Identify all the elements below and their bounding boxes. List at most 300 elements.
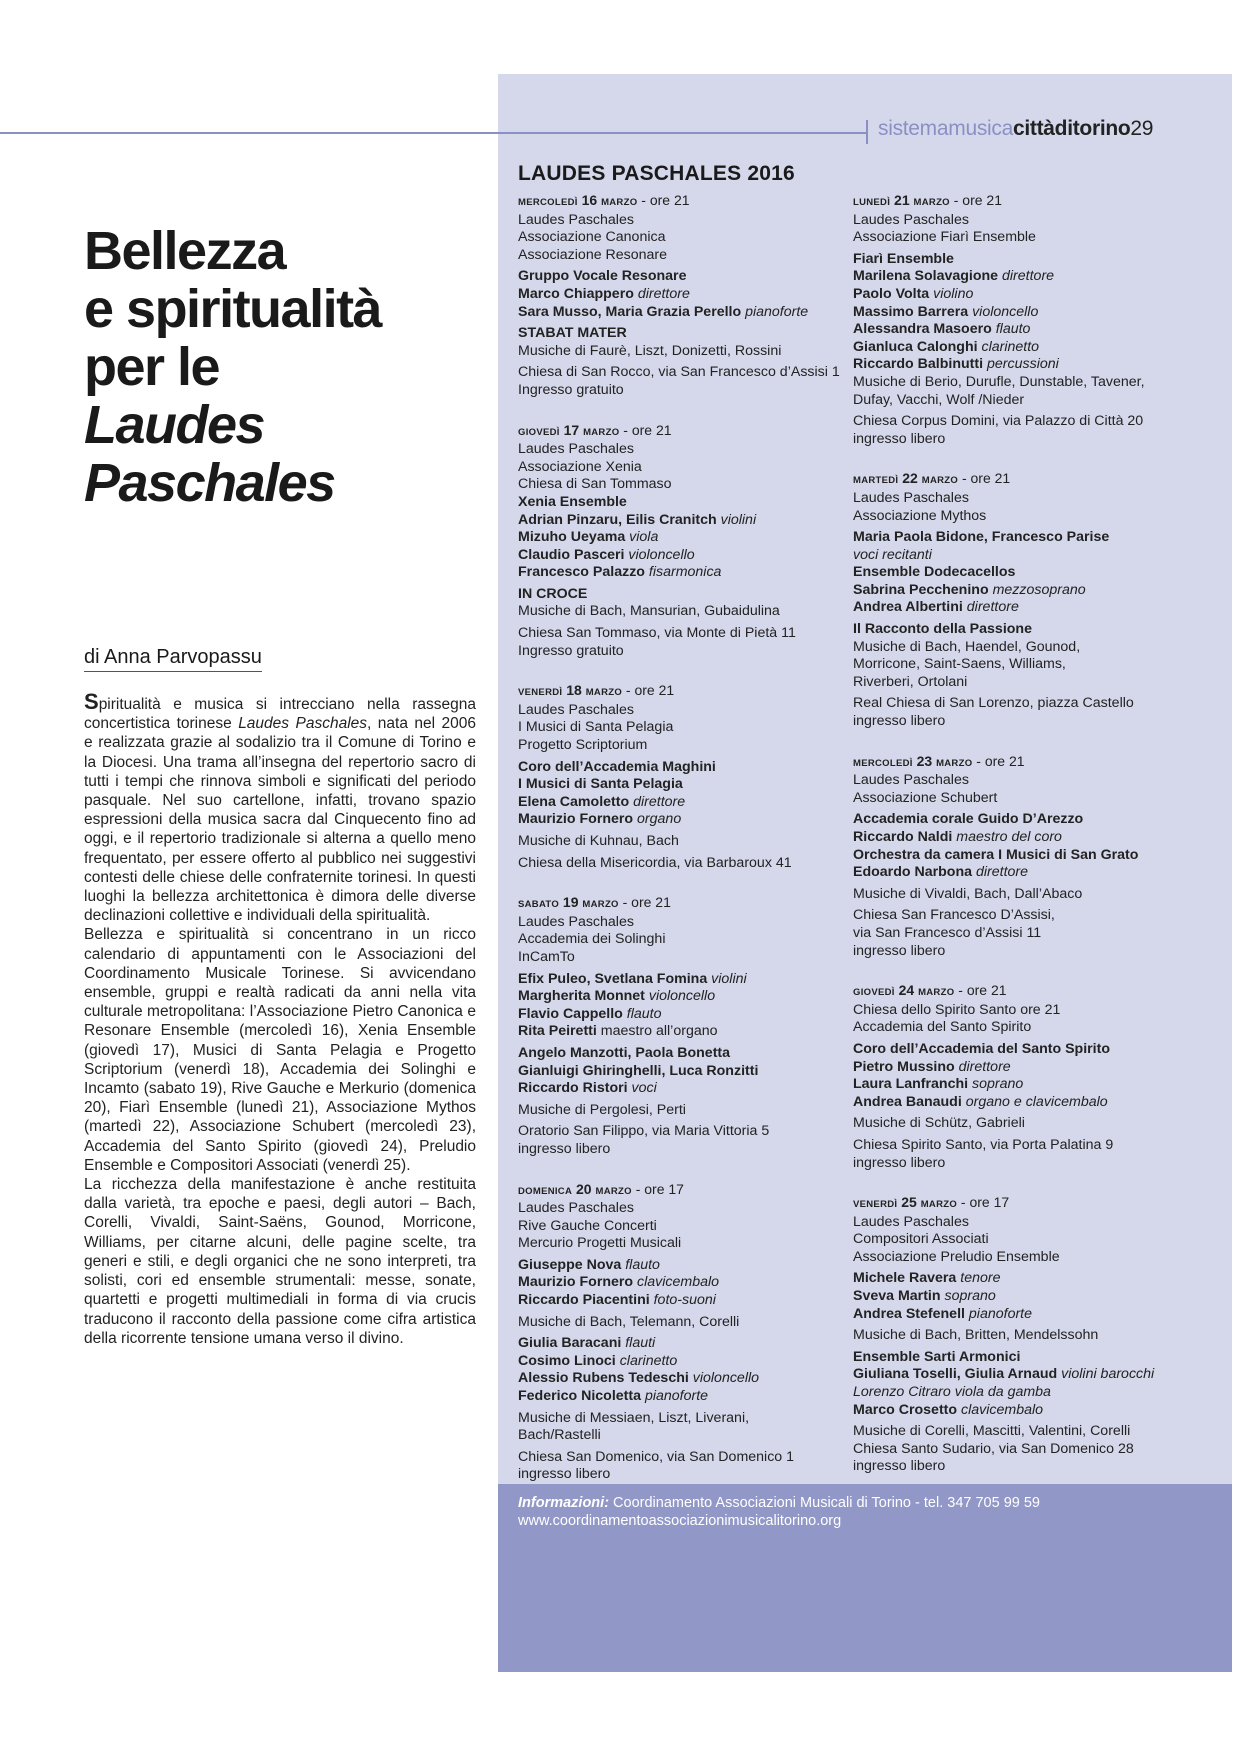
line-text: ingresso libero <box>853 942 946 959</box>
performer-role: violini <box>716 511 757 528</box>
event-line <box>518 1427 848 1445</box>
line-text: Laura Lanfranchi <box>853 1076 969 1093</box>
event-time: - ore 17 <box>957 1194 1010 1211</box>
event-line <box>853 772 1183 790</box>
line-text: Rita Peiretti <box>518 1023 597 1040</box>
event-line <box>518 1314 848 1332</box>
line-text: Giuliana Toselli, Giulia Arnaud <box>853 1366 1058 1383</box>
event-day-number: 19 <box>559 894 583 911</box>
line-text: Adrian Pinzaru, Eilis Cranitch <box>518 511 717 528</box>
line-text: Michele Ravera <box>853 1270 957 1287</box>
line-text: Musiche di Corelli, Mascitti, Valentini, Corelli <box>853 1423 1131 1440</box>
event-line <box>518 855 848 873</box>
line-text: Maria Paola Bidone, Francesco Parise <box>853 529 1110 546</box>
event-line <box>518 1335 848 1353</box>
line-text: Federico Nicoletta <box>518 1388 641 1405</box>
event-line <box>853 1423 1183 1441</box>
line-text: Chiesa San Tommaso, via Monte di Pietà 11 <box>518 625 796 642</box>
line-text: Ingresso gratuito <box>518 381 624 398</box>
line-text: Alessio Rubens Tedeschi <box>518 1370 689 1387</box>
event-line <box>853 1094 1183 1112</box>
performer-role: direttore <box>962 599 1019 616</box>
event-date <box>853 470 1183 490</box>
line-text: Associazione Preludio Ensemble <box>853 1248 1060 1265</box>
performer-role: flauto <box>622 1005 662 1022</box>
line-text: STABAT MATER <box>518 325 627 342</box>
line-text: ingresso libero <box>518 1466 611 1483</box>
performer-role: clavicembalo <box>633 1274 720 1291</box>
event-time: - ore 21 <box>637 192 690 208</box>
line-text: Gianluca Calonghi <box>853 338 978 355</box>
performer-role: foto-suoni <box>649 1292 716 1309</box>
line-text: Mercurio Progetti Musicali <box>518 1235 682 1252</box>
event-time: - ore 21 <box>618 894 671 911</box>
event-line <box>518 564 848 582</box>
line-text: Oratorio San Filippo, via Maria Vittoria 5 <box>518 1123 770 1140</box>
event-line <box>518 833 848 851</box>
event-line <box>518 1200 848 1218</box>
event-line <box>518 1388 848 1406</box>
event-line <box>518 794 848 812</box>
event-date <box>853 753 1183 773</box>
line-text: Paolo Volta <box>853 285 930 302</box>
event-line <box>518 1141 848 1159</box>
event-time: - ore 17 <box>631 1180 684 1197</box>
event-line <box>518 343 848 361</box>
performer-role: violino <box>929 285 974 302</box>
event-line <box>518 1023 848 1041</box>
performer-role: mezzosoprano <box>988 581 1086 598</box>
event-line <box>518 1045 848 1063</box>
line-text: Accademia corale Guido D’Arezzo <box>853 811 1084 828</box>
event-date <box>853 192 1183 212</box>
event-entry <box>518 192 848 400</box>
event-line <box>518 529 848 547</box>
event-line <box>518 759 848 777</box>
event-line <box>853 1041 1183 1059</box>
line-text: Laudes Paschales <box>853 772 969 789</box>
event-line <box>518 1235 848 1253</box>
event-line <box>518 811 848 829</box>
line-text: Chiesa Spirito Santo, via Porta Palatina 9 <box>853 1136 1114 1153</box>
event-line <box>853 1349 1183 1367</box>
performer-role: maestro del coro <box>952 829 1062 845</box>
event-line <box>853 674 1183 692</box>
line-text: Compositori Associati <box>853 1231 989 1248</box>
line-text: Ensemble Dodecacellos <box>853 564 1016 581</box>
event-line <box>518 1218 848 1236</box>
event-line <box>853 286 1183 304</box>
event-entry <box>853 470 1183 730</box>
line-text: Giuseppe Nova <box>518 1256 622 1273</box>
event-month: MARZO <box>595 1185 632 1197</box>
line-text: Ingresso gratuito <box>518 642 624 659</box>
event-line <box>853 1402 1183 1420</box>
line-text: Chiesa San Francesco D’Assisi, <box>853 907 1055 924</box>
schedule-column-right <box>853 192 1183 1498</box>
line-text: Sveva Martin <box>853 1288 941 1305</box>
event-line <box>518 603 848 621</box>
event-line <box>853 1002 1183 1020</box>
event-entry <box>853 753 1183 961</box>
line-text: Associazione Fiarì Ensemble <box>853 229 1036 246</box>
event-line <box>853 864 1183 882</box>
performer-role: direttore <box>633 285 690 302</box>
title-line: Laudes <box>84 395 265 455</box>
line-text: via San Francesco d’Assisi 11 <box>853 924 1042 941</box>
event-date <box>853 1194 1183 1214</box>
event-line <box>518 1006 848 1024</box>
event-line <box>853 1249 1183 1267</box>
performer-role: violini barocchi <box>1057 1366 1155 1383</box>
line-text: Andrea Banaudi <box>853 1093 962 1110</box>
line-text: Andrea Stefenell <box>853 1305 965 1322</box>
running-header <box>878 117 1153 141</box>
event-entry <box>853 982 1183 1172</box>
event-line <box>853 1327 1183 1345</box>
event-line <box>853 321 1183 339</box>
author-byline: di Anna Parvopassu <box>84 646 262 672</box>
line-text: Chiesa di San Rocco, via San Francesco d’Assisi 1 <box>518 364 840 381</box>
event-line <box>853 599 1183 617</box>
event-line <box>518 512 848 530</box>
performer-role: pianoforte <box>641 1388 709 1405</box>
event-month: MARZO <box>921 475 959 487</box>
line-text: Riccardo Balbinutti <box>853 356 984 373</box>
article-body <box>84 689 477 1348</box>
event-line <box>518 1257 848 1275</box>
line-text: Coro dell’Accademia del Santo Spirito <box>853 1040 1111 1057</box>
event-line <box>853 907 1183 925</box>
line-text: Il Racconto della Passione <box>853 621 1032 638</box>
event-line <box>518 212 848 230</box>
event-entry <box>853 192 1183 448</box>
event-month: MARZO <box>918 987 955 999</box>
event-entry <box>518 894 848 1158</box>
event-time: - ore 21 <box>958 470 1011 487</box>
line-text: Chiesa Corpus Domini, via Palazzo di Città 20 <box>853 413 1144 430</box>
line-text: Musiche di Bach, Mansurian, Gubaidulina <box>518 603 780 620</box>
line-text: Sara Musso, Maria Grazia Perello <box>518 303 742 320</box>
line-text: Associazione Xenia <box>518 458 642 475</box>
line-text: Margherita Monnet <box>518 988 645 1005</box>
paragraph <box>84 689 477 925</box>
line-text: Musiche di Pergolesi, Perti <box>518 1101 686 1118</box>
performer-role: violoncello <box>688 1370 760 1387</box>
header-city: cittàditorino <box>1012 117 1131 140</box>
event-line <box>853 356 1183 374</box>
line-text: Maurizio Fornero <box>518 811 634 828</box>
performer-role: flauti <box>621 1335 656 1352</box>
event-time: - ore 21 <box>619 421 672 438</box>
event-line <box>518 625 848 643</box>
line-text: Laudes Paschales <box>853 211 969 228</box>
event-time: - ore 21 <box>949 192 1002 208</box>
event-line <box>518 304 848 322</box>
event-line <box>853 811 1183 829</box>
event-line <box>853 1458 1183 1476</box>
event-line <box>518 268 848 286</box>
line-text: Sabrina Pecchenino <box>853 581 989 598</box>
event-line <box>518 547 848 565</box>
line-text: Riccardo Naldi <box>853 829 953 845</box>
event-line <box>518 737 848 755</box>
line-text: I Musici di Santa Pelagia <box>518 776 683 793</box>
event-month: MARZO <box>920 1199 958 1211</box>
line-text: Associazione Mythos <box>853 507 987 524</box>
event-line <box>518 914 848 932</box>
event-line <box>853 251 1183 269</box>
event-line <box>518 1370 848 1388</box>
performer-role: voci <box>627 1080 657 1097</box>
line-text: Claudio Pasceri <box>518 546 625 563</box>
event-weekday: MERCOLEDÌ <box>518 197 578 208</box>
info-url[interactable]: www.coordinamentoassociazionimusicalitorino.org <box>518 1513 842 1529</box>
event-line <box>853 1137 1183 1155</box>
event-date <box>853 982 1183 1002</box>
performer-role: clarinetto <box>977 338 1040 355</box>
event-line <box>853 886 1183 904</box>
line-text: ingresso libero <box>853 713 946 730</box>
event-line <box>853 392 1183 410</box>
line-text: InCamTo <box>518 948 575 965</box>
line-text: Francesco Palazzo <box>518 564 645 581</box>
event-day-number: 16 <box>577 192 602 208</box>
event-line <box>853 229 1183 247</box>
schedule-title: LAUDES PASCHALES 2016 <box>518 162 795 185</box>
line-text: Accademia dei Solinghi <box>518 931 666 948</box>
line-text: Associazione Canonica <box>518 229 666 246</box>
event-time: - ore 21 <box>622 682 675 699</box>
event-line <box>853 1115 1183 1133</box>
text-run: piritualità e musica si intrecciano nella rassegna concertistica torinese <box>84 696 476 733</box>
event-time: - ore 21 <box>954 982 1007 999</box>
event-time: - ore 21 <box>972 752 1025 769</box>
performer-role: direttore <box>954 1058 1011 1075</box>
event-line <box>853 1366 1183 1384</box>
line-text: Real Chiesa di San Lorenzo, piazza Castello <box>853 695 1134 712</box>
event-weekday: DOMENICA <box>518 1185 573 1197</box>
event-line <box>518 949 848 967</box>
performer-role: direttore <box>629 793 686 810</box>
line-text: Fiarì Ensemble <box>853 250 954 267</box>
line-text: Riverberi, Ortolani <box>853 673 968 690</box>
line-text: Marilena Solavagione <box>853 268 999 285</box>
performer-role: violini <box>707 970 747 987</box>
event-line <box>853 656 1183 674</box>
info-label: Informazioni: <box>518 1495 610 1511</box>
event-day-number: 21 <box>890 192 914 208</box>
event-month: MARZO <box>936 757 973 769</box>
event-date <box>518 682 848 702</box>
event-weekday: GIOVEDÌ <box>518 426 560 438</box>
line-text: Alessandra Masoero <box>853 321 992 338</box>
event-line <box>518 247 848 265</box>
event-month: MARZO <box>601 197 638 208</box>
event-line <box>518 476 848 494</box>
line-text: Flavio Cappello <box>518 1005 623 1022</box>
line-text: Ensemble Sarti Armonici <box>853 1348 1021 1365</box>
event-line <box>853 1214 1183 1232</box>
event-line <box>518 364 848 382</box>
line-text: Chiesa Santo Sudario, via San Domenico 28 <box>853 1440 1134 1457</box>
event-line <box>853 621 1183 639</box>
event-line <box>518 971 848 989</box>
performer-role: pianoforte <box>741 303 809 320</box>
event-weekday: GIOVEDÌ <box>853 987 895 999</box>
line-text: Marco Chiappero <box>518 285 634 302</box>
performer-role: tenore <box>956 1270 1001 1287</box>
performer-role: percussioni <box>983 356 1059 373</box>
line-text: Cosimo Linoci <box>518 1352 616 1369</box>
event-line <box>518 719 848 737</box>
event-line <box>518 1080 848 1098</box>
event-weekday: SABATO <box>518 899 560 911</box>
line-text: Morricone, Saint-Saens, Williams, <box>853 656 1066 673</box>
event-line <box>518 1274 848 1292</box>
performer-role: flauto <box>991 321 1031 338</box>
performer-role: violoncello <box>968 303 1039 320</box>
line-text: Musiche di Berio, Durufle, Dunstable, Tavener, <box>853 373 1145 390</box>
line-text: Musiche di Vivaldi, Bach, Dall’Abaco <box>853 885 1083 902</box>
event-entry <box>518 682 848 872</box>
event-line <box>518 988 848 1006</box>
event-day-number: 18 <box>562 682 586 699</box>
line-text: Bach/Rastelli <box>518 1427 601 1444</box>
event-day-number: 22 <box>898 470 922 487</box>
event-line <box>853 829 1183 847</box>
event-line <box>518 1466 848 1484</box>
event-day-number: 17 <box>559 421 584 438</box>
event-line <box>853 431 1183 449</box>
line-text: Laudes Paschales <box>853 489 969 506</box>
info-block <box>518 1494 1040 1530</box>
performer-role: maestro all’organo <box>596 1023 718 1040</box>
schedule-column-left <box>518 192 848 1506</box>
performer-role: soprano <box>968 1076 1024 1093</box>
line-text: Associazione Schubert <box>853 789 998 806</box>
info-text: Coordinamento Associazioni Musicali di Torino - tel. 347 705 99 59 <box>609 1495 1040 1511</box>
line-text: Laudes Paschales <box>518 701 634 718</box>
performer-role: flauto <box>621 1256 660 1273</box>
line-text: Dufay, Vacchi, Wolf /Nieder <box>853 391 1025 408</box>
article-title <box>84 222 381 512</box>
event-line <box>853 212 1183 230</box>
paragraph: Bellezza e spiritualità si concentrano in un ricco calendario di appuntamenti con le Associazioni del Coordinamento Musicale Torinese. Si avvicendano ensemble, gruppi e realtà radicati da anni nella vita culturale metropolitana: l’Associazione Pietro Canonica e Resonare Ensemble (mercoledì 16), Xenia Ensemble (giovedì 17), Musici di Santa Pelagia e Progetto Scriptorium (venerdì 18), Accademia dei Solinghi e Incamto (sabato 19), Rive Gauche e Merkurio (domenica 20), Fiarì Ensemble (lunedì 21), Associazione Mythos (martedì 22), Associazione Schubert (mercoledì 23), Accademia del Santo Spirito (giovedì 24), Preludio Ensemble e Compositori Associati (venerdì 25). <box>84 926 476 1174</box>
performer-role: violoncello <box>624 546 695 563</box>
event-line <box>518 1063 848 1081</box>
line-text: Progetto Scriptorium <box>518 737 648 754</box>
title-line: Paschales <box>84 453 335 513</box>
performer-role: pianoforte <box>964 1305 1033 1322</box>
event-line <box>518 441 848 459</box>
event-line <box>518 1292 848 1310</box>
line-text: Chiesa di San Tommaso <box>518 476 672 493</box>
line-text: Gruppo Vocale Resonare <box>518 268 687 285</box>
line-text: Chiesa San Domenico, via San Domenico 1 <box>518 1448 795 1465</box>
event-line <box>518 643 848 661</box>
event-line <box>853 1384 1183 1402</box>
event-entry <box>518 422 848 661</box>
event-line <box>853 1155 1183 1173</box>
line-text: Laudes Paschales <box>518 211 634 228</box>
event-line <box>853 413 1183 431</box>
title-line: e spiritualità <box>84 279 382 339</box>
performer-role: clarinetto <box>615 1352 678 1369</box>
event-line <box>853 639 1183 657</box>
line-text: I Musici di Santa Pelagia <box>518 719 674 736</box>
line-text: Gianluigi Ghiringhelli, Luca Ronzitti <box>518 1062 759 1079</box>
header-divider <box>866 120 868 144</box>
event-line <box>853 1288 1183 1306</box>
event-line <box>853 564 1183 582</box>
event-line <box>853 1441 1183 1459</box>
line-text: Pietro Mussino <box>853 1058 955 1075</box>
line-text: Musiche di Bach, Haendel, Gounod, <box>853 638 1081 655</box>
line-text: Giulia Baracani <box>518 1335 622 1352</box>
drop-cap: S <box>84 689 99 714</box>
event-line <box>518 1102 848 1120</box>
event-line <box>518 1449 848 1467</box>
event-entry <box>518 1181 848 1485</box>
event-line <box>853 1019 1183 1037</box>
event-line <box>853 713 1183 731</box>
performer-role: organo e clavicembalo <box>961 1093 1108 1110</box>
line-text: ingresso libero <box>853 1154 946 1171</box>
line-text: Laudes Paschales <box>518 441 634 458</box>
line-text: Musiche di Faurè, Liszt, Donizetti, Rossini <box>518 342 782 359</box>
line-text: Angelo Manzotti, Paola Bonetta <box>518 1044 731 1061</box>
line-text: Maurizio Fornero <box>518 1274 634 1291</box>
event-month: MARZO <box>582 899 619 911</box>
line-text: IN CROCE <box>518 585 588 602</box>
line-text: Coro dell’Accademia Maghini <box>518 758 716 775</box>
performer-role: Lorenzo Citraro viola da gamba <box>853 1384 1051 1401</box>
header-brand: sistemamusica <box>878 117 1013 140</box>
event-day-number: 24 <box>894 982 919 999</box>
event-line <box>518 459 848 477</box>
performer-role: direttore <box>972 864 1029 881</box>
line-text: Orchestra da camera I Musici di San Grato <box>853 846 1139 863</box>
event-date <box>518 192 848 212</box>
event-line <box>853 1306 1183 1324</box>
event-month: MARZO <box>585 687 623 699</box>
line-text: Rive Gauche Concerti <box>518 1217 657 1234</box>
event-line <box>518 586 848 604</box>
event-line <box>853 925 1183 943</box>
line-text: ingresso libero <box>518 1140 611 1157</box>
event-line <box>518 286 848 304</box>
event-line <box>853 582 1183 600</box>
event-line <box>853 1231 1183 1249</box>
event-line <box>518 1123 848 1141</box>
line-text: Musiche di Kuhnau, Bach <box>518 833 679 849</box>
line-text: Marco Crosetto <box>853 1401 958 1418</box>
event-line <box>853 374 1183 392</box>
text-run: , nata nel 2006 e realizzata grazie al sodalizio tra il Comune di Torino e la Diocesi. Una trama all’insegna del repertorio sacro di tutti i tempi che rinnova simboli e significati del periodo pasquale. Nel suo cartellone, infatti, trovano spazio espressioni della musica sacra dal Cinquecento fino ad oggi, e il repertorio tradizionale si alterna a quello meno frequentato, per essere offerto al pubblico nei suggestivi contesti delle chiese delle confraternite torinesi. In questi luoghi la bellezza architettonica è dimora delle diverse declinazioni collettive e individuali della spiritualità. <box>84 715 477 925</box>
paragraph: La ricchezza della manifestazione è anche restituita dalla varietà, tra epoche e paesi, degli autori – Bach, Corelli, Vivaldi, Saint-Saëns, Gounod, Morricone, Williams, per citarne alcuni, delle pagine scelte, tra generi e stili, e degli organici che ne sono interpreti, tra solisti, cori ed ensemble strumentali: messe, sonate, quartetti e progetti multimediali in forma di via crucis traducono il racconto della passione come cifra artistica della ricorrente tensione umana verso il divino. <box>84 1176 476 1347</box>
event-month: MARZO <box>583 426 620 438</box>
line-text: Chiesa della Misericordia, via Barbaroux 41 <box>518 854 792 871</box>
line-text: Laudes Paschales <box>853 1213 969 1230</box>
event-line <box>853 1270 1183 1288</box>
event-weekday: MARTEDÌ <box>853 475 899 487</box>
line-text: Xenia Ensemble <box>518 493 627 510</box>
event-line <box>853 304 1183 322</box>
line-text: Laudes Paschales <box>518 1200 634 1217</box>
event-line <box>518 229 848 247</box>
line-text: Musiche di Messiaen, Liszt, Liverani, <box>518 1409 750 1426</box>
